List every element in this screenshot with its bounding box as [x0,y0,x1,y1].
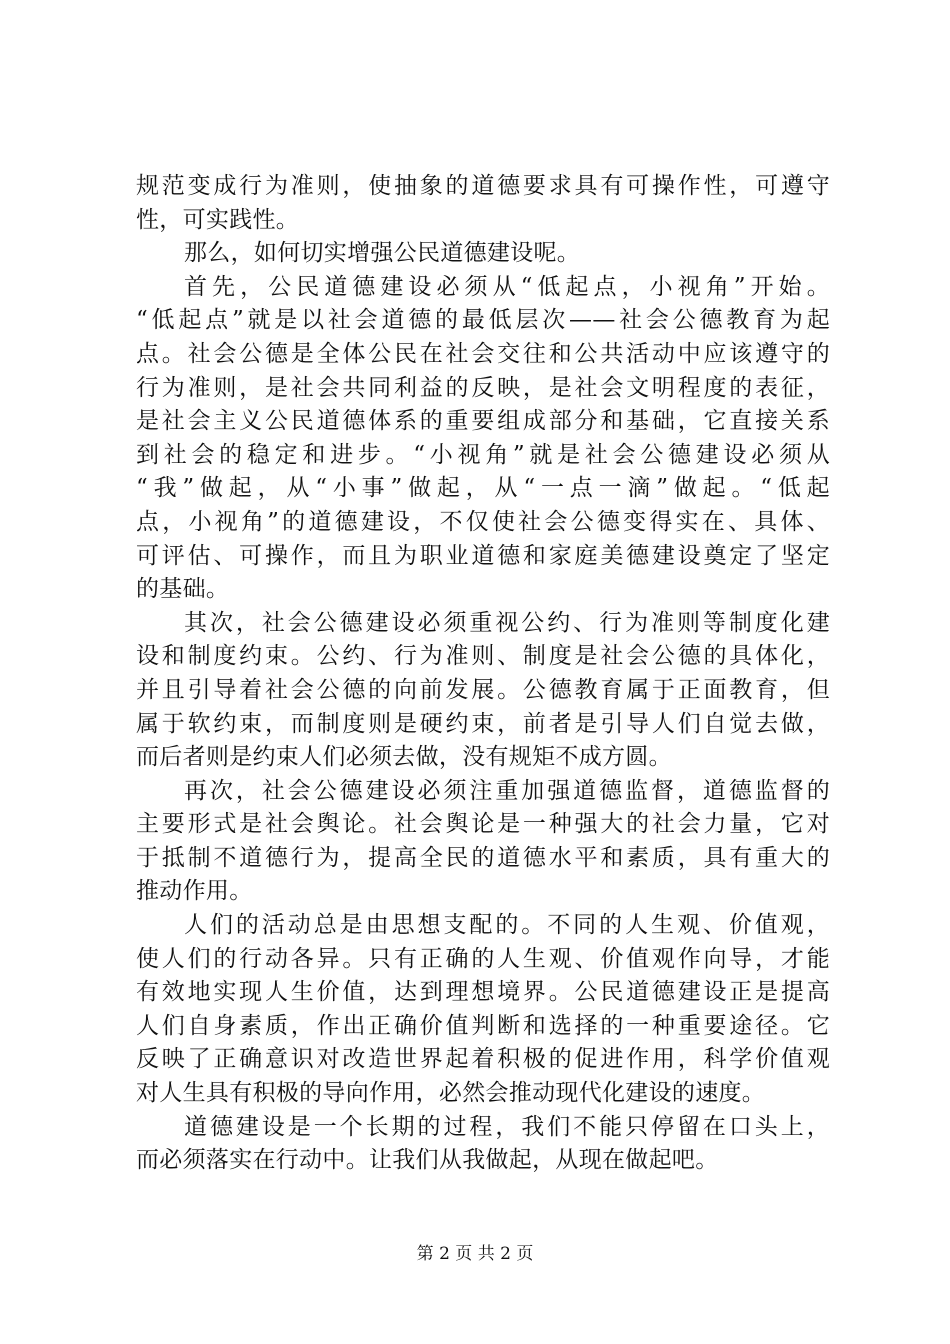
paragraph [136,909,830,1111]
text-line: 设和制度约束。公约、行为准则、制度是社会公德的具体化， [136,643,830,670]
paragraph [136,170,830,237]
text-line: 使人们的行动各异。只有正确的人生观、价值观作向导，才能 [136,945,830,972]
text-line: 主要形式是社会舆论。社会舆论是一种强大的社会力量，它对 [136,811,830,838]
text-line: “低起点”就是以社会道德的最低层次——社会公德教育为起 [136,307,830,334]
text-line: 其次，社会公德建设必须重视公约、行为准则等制度化建 [184,609,830,636]
text-line: 的基础。 [136,576,230,603]
paragraph [136,607,830,775]
paragraph [136,775,830,909]
text-line: 可评估、可操作，而且为职业道德和家庭美德建设奠定了坚定 [136,542,830,569]
text-line: 行为准则，是社会共同利益的反映，是社会文明程度的表征， [136,374,830,401]
text-line: 是社会主义公民道德体系的重要组成部分和基础，它直接关系 [136,408,830,435]
document-body [136,170,830,1178]
text-line: 属于软约束，而制度则是硬约束，前者是引导人们自觉去做， [136,710,830,737]
text-line: 有效地实现人生价值，达到理想境界。公民道德建设正是提高 [136,979,830,1006]
text-line: 并且引导着社会公德的向前发展。公德教育属于正面教育，但 [136,676,830,703]
paragraph [136,1111,830,1178]
text-line: 人们的活动总是由思想支配的。不同的人生观、价值观， [184,912,830,939]
text-line: 再次，社会公德建设必须注重加强道德监督，道德监督的 [184,777,830,804]
text-line: 那么，如何切实增强公民道德建设呢。 [184,240,581,267]
text-line: 点，小视角”的道德建设，不仅使社会公德变得实在、具体、 [136,508,830,535]
text-line: 性，可实践性。 [136,206,300,233]
paragraph [136,271,830,607]
text-line: 而后者则是约束人们必须去做，没有规矩不成方圆。 [136,744,672,771]
text-line: 规范变成行为准则，使抽象的道德要求具有可操作性，可遵守 [136,173,830,199]
text-line: 人们自身素质，作出正确价值判断和选择的一种重要途径。它 [136,1012,830,1039]
text-line: 首先，公民道德建设必须从“低起点，小视角”开始。 [184,273,830,300]
text-line: “我”做起，从“小事”做起，从“一点一滴”做起。“低起 [136,475,830,502]
text-line: 道德建设是一个长期的过程，我们不能只停留在口头上， [184,1113,830,1140]
page-footer: 第 2 页 共 2 页 [416,1244,534,1264]
text-line: 于抵制不道德行为，提高全民的道德水平和素质，具有重大的 [136,844,830,871]
text-line: 到社会的稳定和进步。“小视角”就是社会公德建设必须从 [136,441,830,468]
paragraph [136,237,830,271]
text-line: 而必须落实在行动中。让我们从我做起，从现在做起吧。 [136,1147,719,1174]
text-line: 反映了正确意识对改造世界起着积极的促进作用，科学价值观 [136,1046,830,1073]
text-line: 对人生具有积极的导向作用，必然会推动现代化建设的速度。 [136,1080,766,1107]
text-line: 推动作用。 [136,878,253,905]
text-line: 点。社会公德是全体公民在社会交往和公共活动中应该遵守的 [136,340,830,367]
